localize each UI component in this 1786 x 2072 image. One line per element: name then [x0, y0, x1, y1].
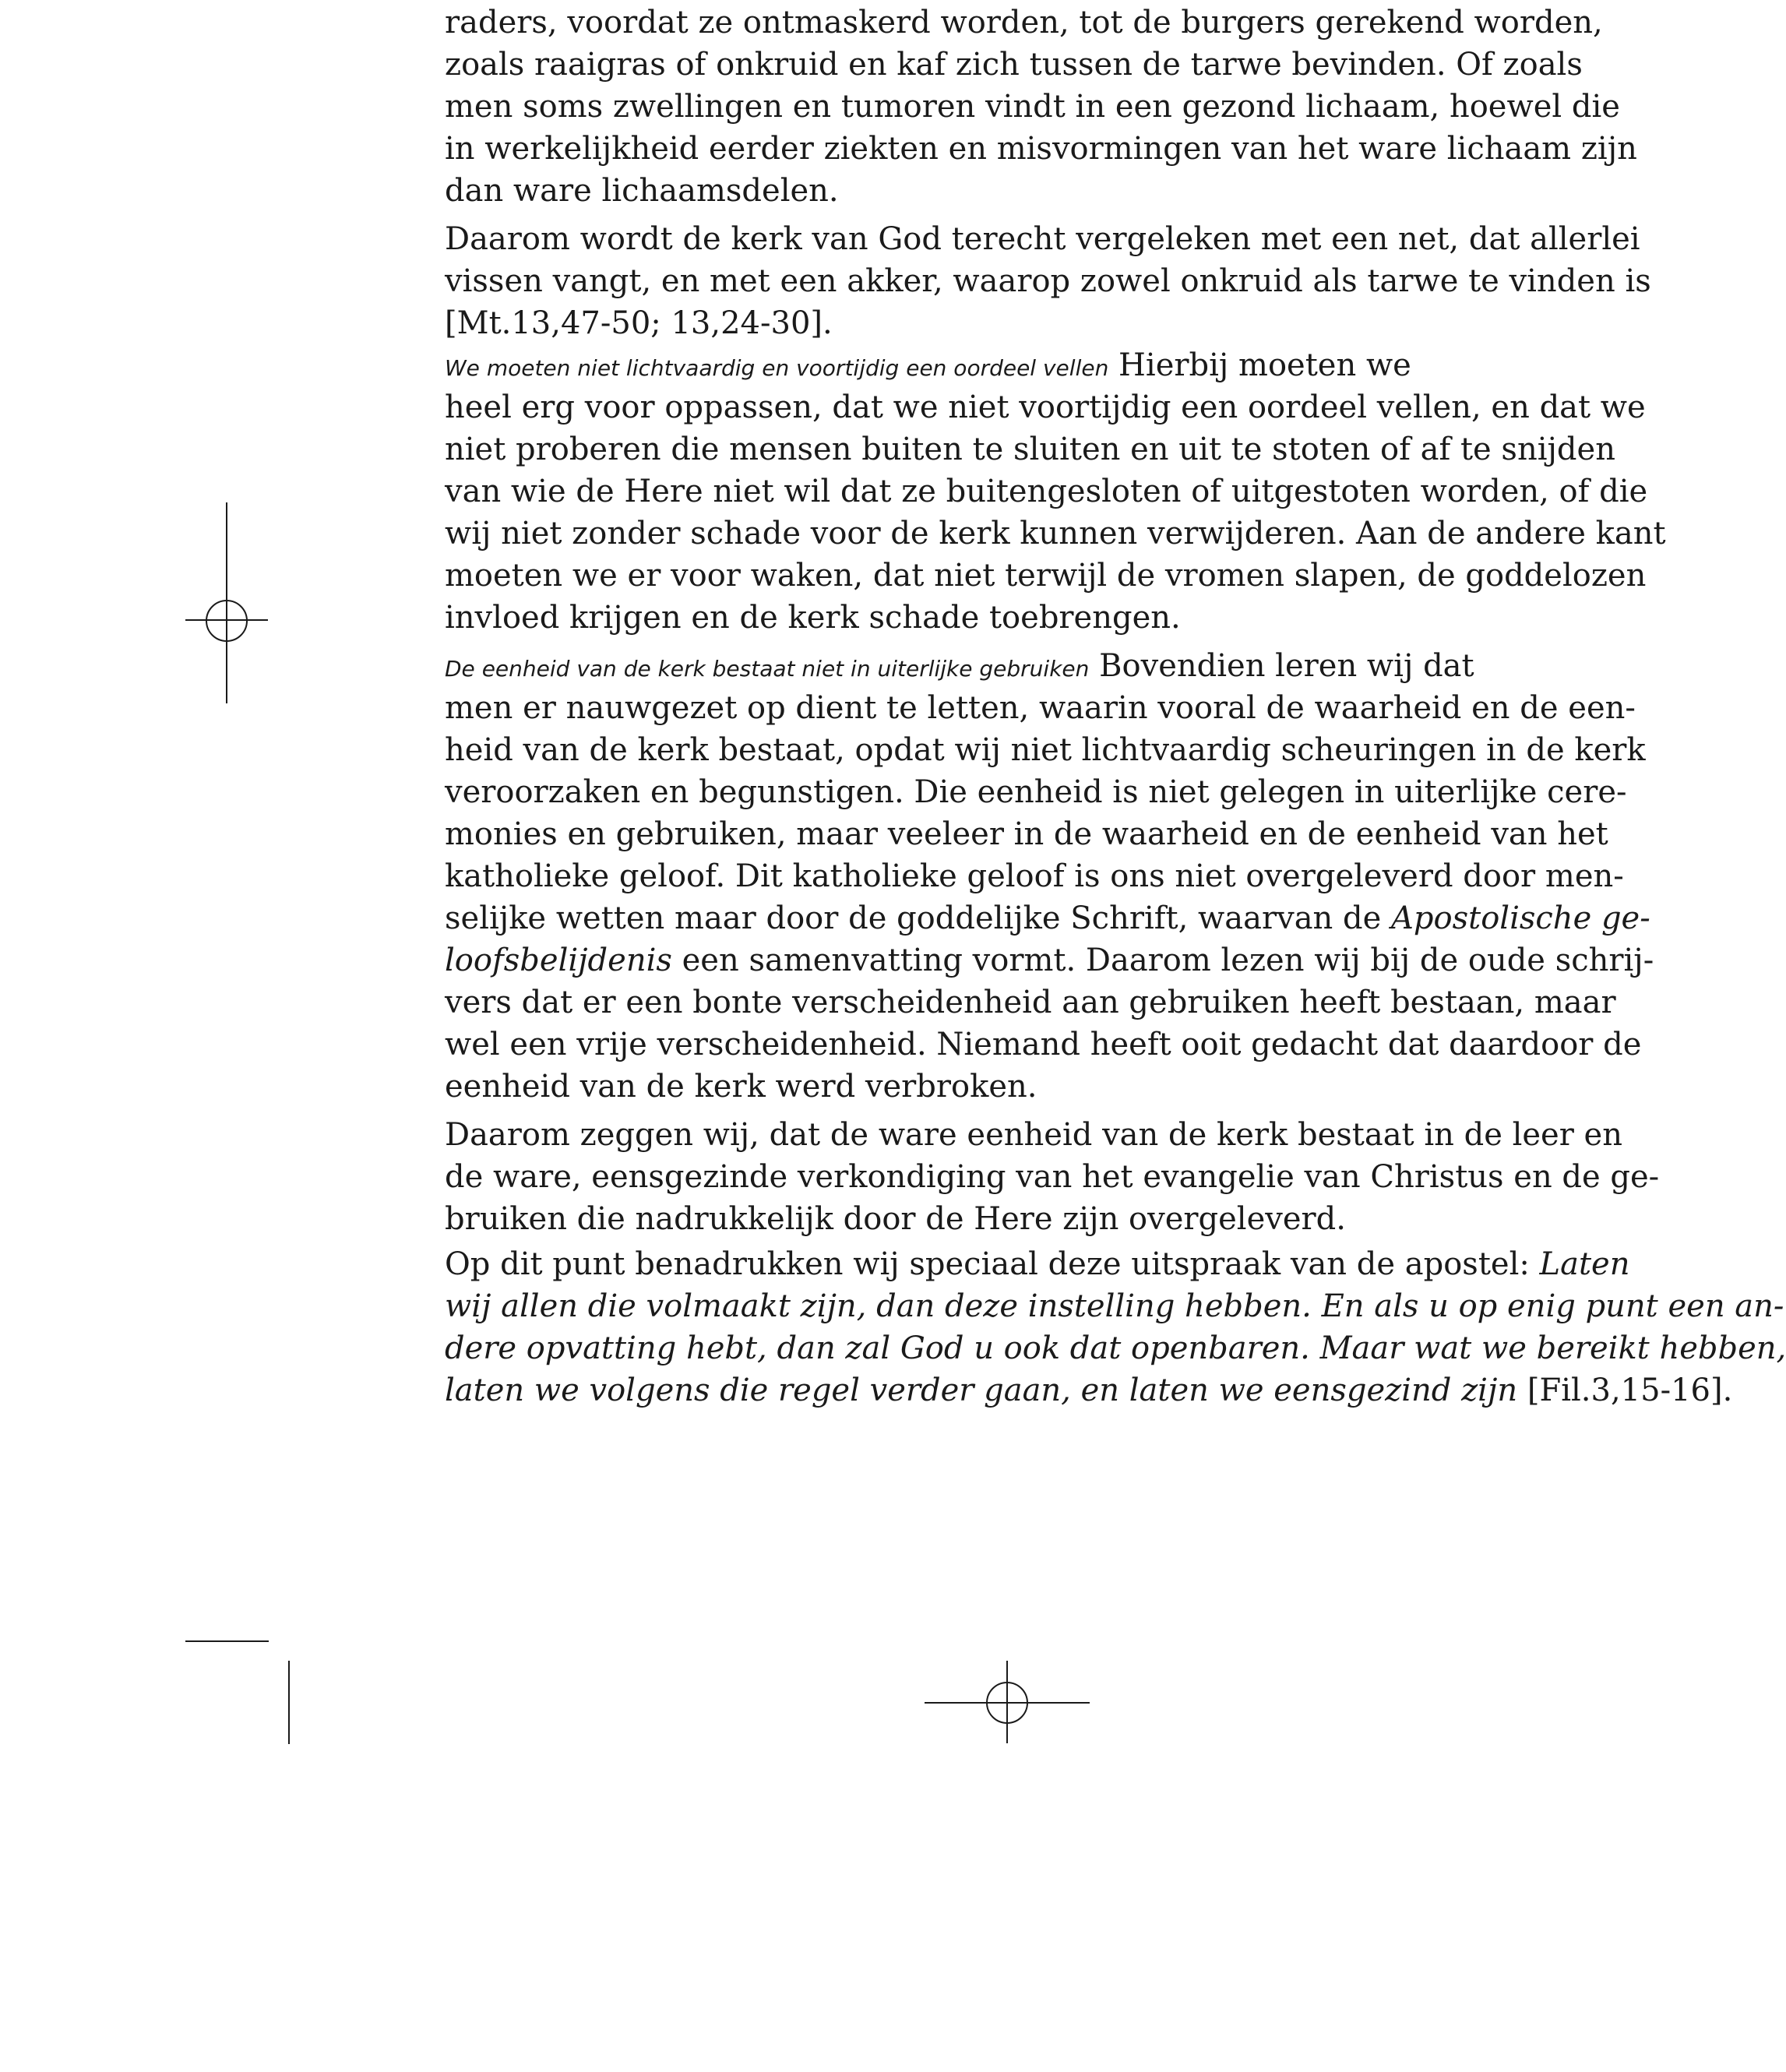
line-text: monies en gebruiken, maar veeleer in de waarheid en de eenheid van het — [445, 816, 1608, 852]
line-text: wel een vrije verscheidenheid. Niemand heeft ooit gedacht dat daardoor de — [445, 1027, 1642, 1062]
text-line — [445, 1156, 1659, 1198]
line-text: wij niet zonder schade voor de kerk kunnen verwijderen. Aan de andere kant — [445, 516, 1666, 551]
text-line — [445, 597, 1181, 639]
line-text: [Fil.3,15-16]. — [1517, 1373, 1733, 1408]
italic-text: laten we volgens die regel verder gaan, en laten we eensgezind zijn — [445, 1373, 1518, 1408]
line-text: vers dat er een bonte verscheidenheid aan gebruiken heeft bestaan, maar — [445, 985, 1616, 1020]
text-line — [445, 1327, 1786, 1369]
line-text: in werkelijkheid eerder ziekten en misvormingen van het ware lichaam zijn — [445, 131, 1637, 167]
line-text: men er nauwgezet op dient te letten, waarin vooral de waarheid en de een- — [445, 690, 1636, 726]
crop-mark-horizontal — [185, 1640, 269, 1642]
text-line — [445, 1198, 1346, 1240]
line-text: Daarom wordt de kerk van God terecht vergeleken met een net, dat allerlei — [445, 221, 1640, 257]
line-text: niet proberen die mensen buiten te sluiten en uit te stoten of af te snijden — [445, 432, 1615, 467]
margin-note: We moeten niet lichtvaardig en voortijdig een oordeel vellen — [445, 355, 1109, 381]
text-line — [445, 44, 1583, 86]
line-text: Bovendien leren wij dat — [1099, 648, 1474, 684]
text-line — [445, 687, 1636, 729]
text-line — [445, 1369, 1732, 1411]
text-line — [445, 939, 1654, 981]
line-text: de ware, eensgezinde verkondiging van het evangelie van Christus en de ge- — [445, 1159, 1660, 1195]
line-text: selijke wetten maar door de goddelijke Schrift, waarvan de — [445, 900, 1392, 936]
line-text: heid van de kerk bestaat, opdat wij niet lichtvaardig scheuringen in de kerk — [445, 732, 1646, 768]
text-line — [445, 260, 1651, 302]
text-line — [445, 897, 1650, 939]
line-text: [Mt.13,47-50; 13,24-30]. — [445, 305, 833, 341]
line-text: Daarom zeggen wij, dat de ware eenheid van de kerk bestaat in de leer en — [445, 1117, 1622, 1153]
text-line — [445, 386, 1646, 428]
line-text: heel erg voor oppassen, dat we niet voortijdig een oordeel vellen, en dat we — [445, 389, 1646, 425]
italic-text: dere opvatting hebt, dan zal God u ook dat openbaren. Maar wat we bereikt hebben, — [445, 1330, 1786, 1366]
text-line — [445, 2, 1603, 44]
line-text: veroorzaken en begunstigen. Die eenheid is niet gelegen in uiterlijke cere- — [445, 774, 1627, 810]
margin-note: De eenheid van de kerk bestaat niet in uiterlijke gebruiken — [445, 656, 1090, 682]
text-line — [445, 1066, 1037, 1108]
line-text: katholieke geloof. Dit katholieke geloof is ons niet overgeleverd door men- — [445, 858, 1624, 894]
text-line — [445, 1285, 1784, 1327]
crosshair-circle — [986, 1682, 1028, 1724]
line-text: een samenvatting vormt. Daarom lezen wij bij de oude schrij- — [671, 943, 1654, 978]
italic-text: wij allen die volmaakt zijn, dan deze instelling hebben. En als u op enig punt een an- — [445, 1288, 1784, 1324]
line-text: eenheid van de kerk werd verbroken. — [445, 1069, 1037, 1105]
text-line — [445, 645, 1474, 687]
text-line — [445, 1024, 1641, 1066]
line-text: Hierbij moeten we — [1118, 347, 1411, 383]
text-line — [445, 470, 1647, 513]
text-line — [445, 86, 1620, 128]
line-text: van wie de Here niet wil dat ze buitengesloten of uitgestoten worden, of die — [445, 474, 1648, 509]
text-line — [445, 128, 1637, 170]
line-text: dan ware lichaamsdelen. — [445, 173, 839, 209]
text-line — [445, 428, 1615, 470]
text-line — [445, 771, 1627, 813]
text-line — [445, 855, 1624, 897]
text-line — [445, 813, 1608, 855]
text-line — [445, 1243, 1629, 1285]
line-text: vissen vangt, en met een akker, waarop zowel onkruid als tarwe te vinden is — [445, 263, 1651, 299]
line-text: moeten we er voor waken, dat niet terwijl de vromen slapen, de goddelozen — [445, 558, 1647, 594]
text-line — [445, 344, 1411, 386]
italic-text: Apostolische ge- — [1391, 900, 1650, 936]
text-line — [445, 729, 1646, 771]
crop-mark-vertical — [288, 1661, 290, 1744]
text-line — [445, 555, 1646, 597]
italic-text: Laten — [1539, 1246, 1630, 1282]
line-text: zoals raaigras of onkruid en kaf zich tussen de tarwe bevinden. Of zoals — [445, 47, 1583, 83]
line-text: Op dit punt benadrukken wij speciaal deze uitspraak van de apostel: — [445, 1246, 1540, 1282]
line-text: invloed krijgen en de kerk schade toebrengen. — [445, 600, 1181, 636]
line-text: men soms zwellingen en tumoren vindt in een gezond lichaam, hoewel die — [445, 89, 1620, 125]
line-text: raders, voordat ze ontmaskerd worden, tot de burgers gerekend worden, — [445, 5, 1603, 41]
text-line — [445, 1114, 1622, 1156]
italic-text: loofsbelijdenis — [445, 943, 672, 978]
text-line — [445, 302, 833, 344]
text-line — [445, 170, 839, 212]
text-line — [445, 981, 1616, 1024]
text-line — [445, 513, 1666, 555]
line-text: bruiken die nadrukkelijk door de Here zijn overgeleverd. — [445, 1201, 1346, 1237]
text-line — [445, 218, 1640, 260]
crosshair-circle — [206, 600, 248, 642]
